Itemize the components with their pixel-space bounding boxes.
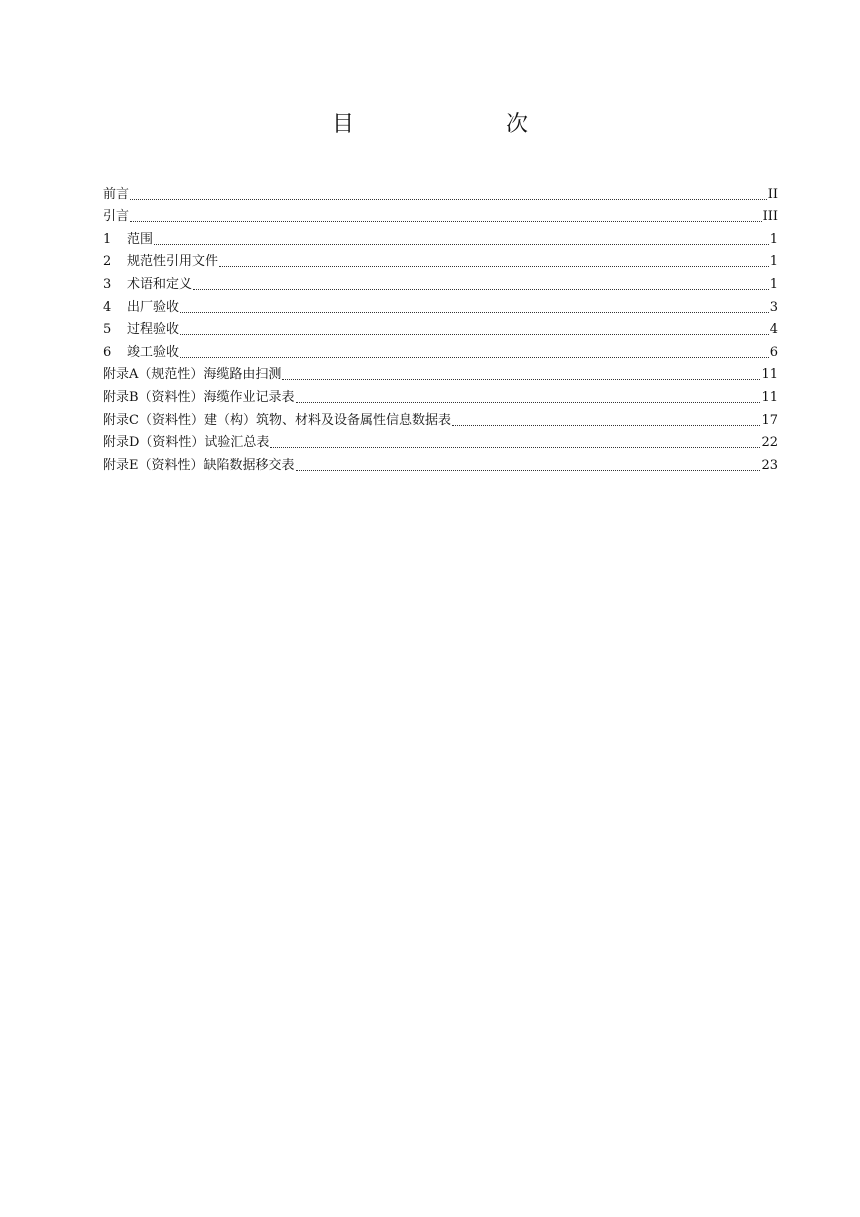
toc-entry[interactable] <box>103 384 778 407</box>
toc-leader-dots <box>154 243 769 245</box>
toc-entry-label: 规范性引用文件 <box>127 254 219 270</box>
toc-entry[interactable] <box>103 362 778 385</box>
toc-entry-label: 附录E（资料性）缺陷数据移交表 <box>103 457 295 473</box>
toc-leader-dots <box>180 311 769 313</box>
toc-entry-label: 附录B（资料性）海缆作业记录表 <box>103 389 295 405</box>
toc-entry-page: 17 <box>761 412 778 428</box>
toc-leader-dots <box>130 198 767 200</box>
toc-title: 目 次 <box>331 112 564 137</box>
toc-leader-dots <box>130 220 762 222</box>
toc-entry[interactable] <box>103 339 778 362</box>
toc-entry-number: 6 <box>103 344 112 360</box>
toc-leader-dots <box>219 265 769 267</box>
toc-leader-dots <box>452 424 761 426</box>
toc-entry-number: 5 <box>103 322 112 338</box>
toc-entry-label: 出厂验收 <box>127 299 180 315</box>
toc-entry[interactable] <box>103 317 778 340</box>
toc-entry-number: 4 <box>103 299 112 315</box>
toc-leader-dots <box>180 356 769 358</box>
toc-entry[interactable] <box>103 452 778 475</box>
toc-leader-dots <box>180 333 769 335</box>
toc-entry[interactable] <box>103 181 778 204</box>
toc-entry[interactable] <box>103 294 778 317</box>
toc-entry-page: 1 <box>769 254 778 270</box>
toc-list <box>103 181 778 475</box>
toc-entry-page: 6 <box>769 344 778 360</box>
toc-entry-label: 附录D（资料性）试验汇总表 <box>103 435 270 451</box>
toc-entry-page: 11 <box>761 367 778 383</box>
toc-entry-number: 2 <box>103 254 112 270</box>
toc-entry-label: 前言 <box>103 186 130 202</box>
toc-entry-label: 竣工验收 <box>127 344 180 360</box>
toc-entry[interactable] <box>103 271 778 294</box>
toc-entry-label: 术语和定义 <box>127 276 193 292</box>
toc-entry-label: 附录A（规范性）海缆路由扫测 <box>103 367 282 383</box>
toc-entry-page: 23 <box>761 457 778 473</box>
toc-leader-dots <box>282 378 760 380</box>
toc-entry[interactable] <box>103 249 778 272</box>
toc-entry-page: 3 <box>769 299 778 315</box>
toc-entry-label: 过程验收 <box>127 322 180 338</box>
toc-leader-dots <box>193 288 769 290</box>
toc-entry[interactable] <box>103 204 778 227</box>
toc-entry-page: III <box>762 209 778 225</box>
toc-entry-label: 附录C（资料性）建（构）筑物、材料及设备属性信息数据表 <box>103 412 451 428</box>
toc-entry-label: 引言 <box>103 209 130 225</box>
toc-entry[interactable] <box>103 226 778 249</box>
toc-entry-number: 1 <box>103 231 112 247</box>
toc-entry-page: 4 <box>769 322 778 338</box>
toc-entry-number: 3 <box>103 276 112 292</box>
toc-entry-label: 范围 <box>127 231 154 247</box>
toc-entry-page: 1 <box>769 231 778 247</box>
toc-entry[interactable] <box>103 430 778 453</box>
toc-entry-page: II <box>767 186 778 202</box>
toc-entry-page: 1 <box>769 276 778 292</box>
toc-leader-dots <box>296 401 761 403</box>
toc-entry-page: 11 <box>761 389 778 405</box>
toc-entry[interactable] <box>103 407 778 430</box>
toc-leader-dots <box>296 469 761 471</box>
toc-entry-page: 22 <box>761 435 778 451</box>
toc-leader-dots <box>270 446 760 448</box>
